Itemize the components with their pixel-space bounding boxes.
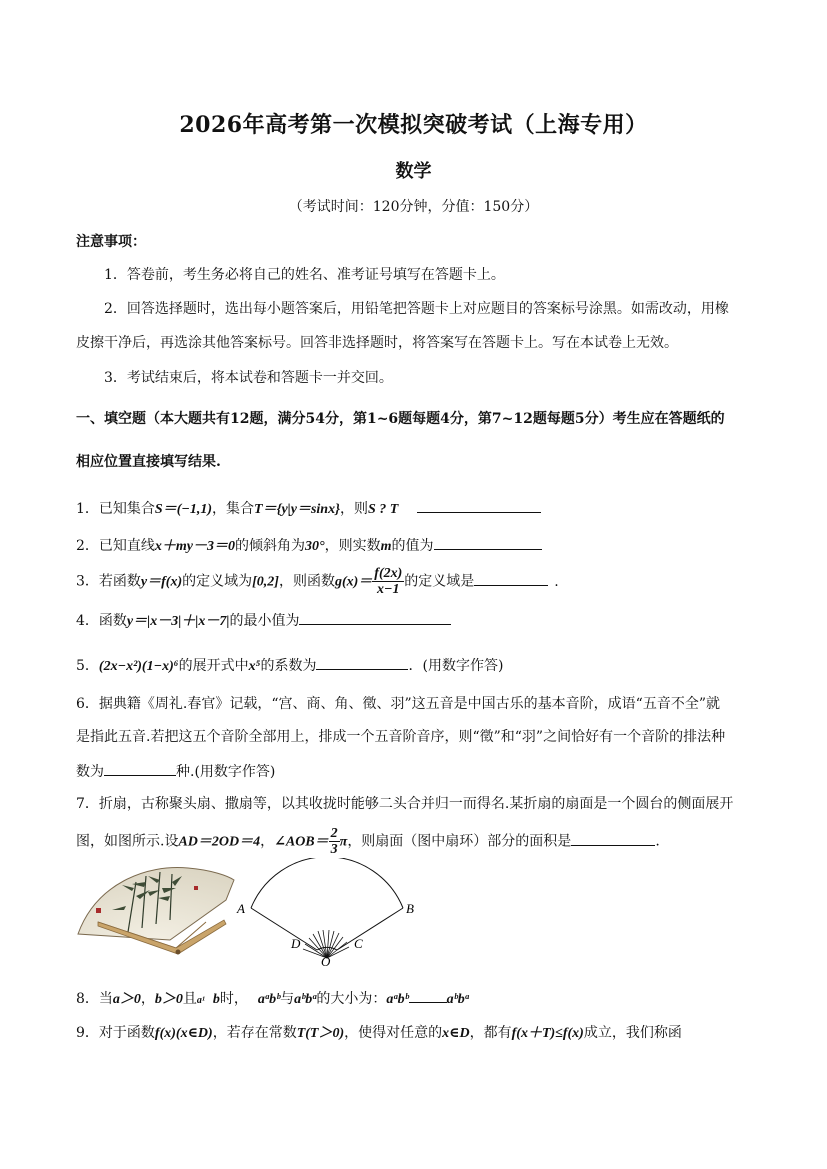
q2-answer-blank[interactable] <box>434 533 542 550</box>
note-3: 3．考试结束后，将本试卷和答题卡一并交回。 <box>104 370 393 386</box>
q2-text: 2．已知直线 <box>76 538 155 554</box>
q2-text: 的倾斜角为 <box>235 538 306 554</box>
q4-answer-blank[interactable] <box>299 608 451 625</box>
question-8 <box>76 986 469 1011</box>
q3-g-function: g(x)＝ <box>334 574 373 590</box>
q8-expr-2: aᵇbᵃ <box>294 992 317 1007</box>
edge-bc <box>337 908 403 950</box>
q5-text: 5． <box>76 658 99 674</box>
q8-expr-1: aᵃbᵇ <box>257 992 281 1007</box>
q6-text: 种.(用数字作答) <box>176 764 276 780</box>
point-label-b: B <box>406 901 414 916</box>
section-1-heading: 一、填空题（本大题共有12题，满分54分，第1~6题每题4分，第7~12题每题5分）考生应在答题纸的 <box>76 411 725 427</box>
q3-text: 的定义域是 <box>404 573 475 590</box>
q7-text: 图，如图所示.设 <box>76 833 179 850</box>
notes-heading: 注意事项： <box>76 234 146 250</box>
q3-text: 3．若函数 <box>76 573 141 590</box>
question-3 <box>76 566 559 597</box>
point-label-d: D <box>291 936 301 951</box>
q8-expr-3: aᵃbᵇ <box>386 992 409 1007</box>
question-1 <box>76 496 541 520</box>
q8-text: 8．当 <box>76 991 113 1007</box>
q8-text: 与 <box>280 991 295 1007</box>
note-2-line-1: 2．回答选择题时，选出每小题答案后，用铅笔把答题卡上对应题目的答案标号涂黑。如需改动，用橡 <box>104 301 729 317</box>
q7-fraction-denominator: 3 <box>330 842 338 857</box>
q7-answer-blank[interactable] <box>571 829 655 846</box>
q1-set-t: T＝{y|y＝sinx} <box>254 502 340 517</box>
question-6-line-2: 是指此五音.若把这五个音阶全部用上，排成一个五音阶音序，则“徵”和“羽”之间恰好有一个音阶的排法种 <box>76 729 726 745</box>
q5-expression: (2x−x²)(1−x)⁶ <box>98 659 179 674</box>
q3-fraction <box>372 566 404 597</box>
q9-text: 成立，我们称函 <box>583 1025 682 1041</box>
q9-constant: T(T＞0) <box>296 1026 345 1041</box>
point-label-a: A <box>237 901 245 916</box>
q8-b: b <box>212 992 220 1007</box>
q5-text: 的系数为 <box>260 658 317 674</box>
q8-condition-b: b＞0 <box>154 992 183 1007</box>
q4-function: y＝|x－3|＋|x－7| <box>126 614 230 629</box>
q7-fraction-numerator: 2 <box>330 826 338 841</box>
q7-fraction <box>329 826 340 857</box>
q2-line-equation: x＋my－3＝0 <box>154 539 236 554</box>
point-label-c: C <box>354 936 363 951</box>
outer-arc <box>251 858 403 908</box>
question-7-line-2 <box>76 826 660 857</box>
q5-answer-blank[interactable] <box>316 653 408 670</box>
q1-expression: S ? T <box>367 502 399 517</box>
q9-text: 9．对于函数 <box>76 1025 155 1041</box>
q4-text: 的最小值为 <box>229 613 300 629</box>
q3-period: . <box>554 573 559 590</box>
q2-text: ，则实数 <box>324 538 381 554</box>
q3-fraction-denominator: x−1 <box>377 582 400 597</box>
q5-text: 的展开式中 <box>178 658 249 674</box>
question-7-line-1: 7．折扇，古称聚头扇、撒扇等，以其收拢时能够二头合并归一而得名.某折扇的扇面是一个圆台的侧面展开 <box>76 796 734 812</box>
q3-text: 的定义域为 <box>182 573 253 590</box>
q2-variable: m <box>380 539 392 554</box>
q7-text: ， <box>260 833 275 850</box>
q3-function: y＝f(x) <box>140 574 183 590</box>
question-5 <box>76 653 503 677</box>
q3-domain: [0,2] <box>252 574 279 590</box>
question-4 <box>76 608 451 632</box>
question-6-line-3 <box>76 759 275 782</box>
q5-term: x⁵ <box>248 659 261 674</box>
q1-answer-blank[interactable] <box>417 496 541 513</box>
q8-a: a¹ <box>196 995 205 1006</box>
q8-expr-4: aᵇbᵃ <box>446 992 469 1007</box>
point-label-o: O <box>321 954 331 968</box>
q9-text: ，若存在常数 <box>212 1025 297 1041</box>
q9-function: f(x)(x∈D) <box>154 1026 213 1041</box>
question-9 <box>76 1023 682 1044</box>
exam-title: 2026年高考第一次模拟突破考试（上海专用） <box>179 112 648 138</box>
q6-answer-blank[interactable] <box>104 759 176 776</box>
q7-angle: ∠AOB＝ <box>274 834 329 850</box>
q7-length: AD＝2OD＝4 <box>178 834 261 850</box>
note-1: 1．答卷前，考生务必将自己的姓名、准考证号填写在答题卡上。 <box>104 267 505 283</box>
q7-period: . <box>655 833 660 850</box>
q8-text: 且 <box>182 991 197 1007</box>
q5-text: ．(用数字作答) <box>408 658 504 674</box>
q1-text: ，则 <box>339 501 368 517</box>
q3-answer-blank[interactable] <box>474 569 548 586</box>
q2-text: 的值为 <box>391 538 434 554</box>
edge-ad <box>251 908 317 950</box>
question-6-line-1: 6．据典籍《周礼.春官》记载，“宫、商、角、徵、羽”这五音是中国古乐的基本音阶，成语“五音不全”就 <box>76 696 720 712</box>
q9-text: ，使得对任意的 <box>344 1025 443 1041</box>
q7-text: ，则扇面（图中扇环）部分的面积是 <box>347 833 572 850</box>
q8-text: ， <box>140 991 155 1007</box>
q8-text: 时， <box>219 991 248 1007</box>
exam-info: （考试时间：120分钟，分值：150分） <box>288 199 539 215</box>
question-2 <box>76 533 542 557</box>
q3-fraction-numerator: f(2x) <box>374 566 403 581</box>
q8-answer-blank[interactable] <box>409 986 447 1003</box>
q1-set-s: S＝(−1,1) <box>154 502 213 517</box>
q4-text: 4．函数 <box>76 613 127 629</box>
section-1-heading-cont: 相应位置直接填写结果. <box>76 454 221 470</box>
q1-text: ，集合 <box>212 501 255 517</box>
q9-inequality: f(x＋T)≤f(x) <box>511 1026 584 1041</box>
subject-title: 数学 <box>395 161 432 182</box>
q1-text: 1．已知集合 <box>76 501 155 517</box>
note-2-line-2: 皮擦干净后，再选涂其他答案标号。回答非选择题时，将答案写在答题卡上。写在本试卷上无效。 <box>76 335 678 351</box>
q8-condition-a: a＞0 <box>112 992 141 1007</box>
q9-domain: x∈D <box>442 1026 470 1041</box>
folding-fan-photo <box>76 862 236 958</box>
q7-pi: π <box>339 834 348 850</box>
q9-text: ，都有 <box>469 1025 512 1041</box>
fan-ring-diagram <box>233 858 433 968</box>
q3-text: ，则函数 <box>278 573 335 590</box>
q8-text: 的大小为： <box>316 991 387 1007</box>
q2-angle: 30° <box>305 539 325 554</box>
q6-text: 数为 <box>76 764 104 780</box>
